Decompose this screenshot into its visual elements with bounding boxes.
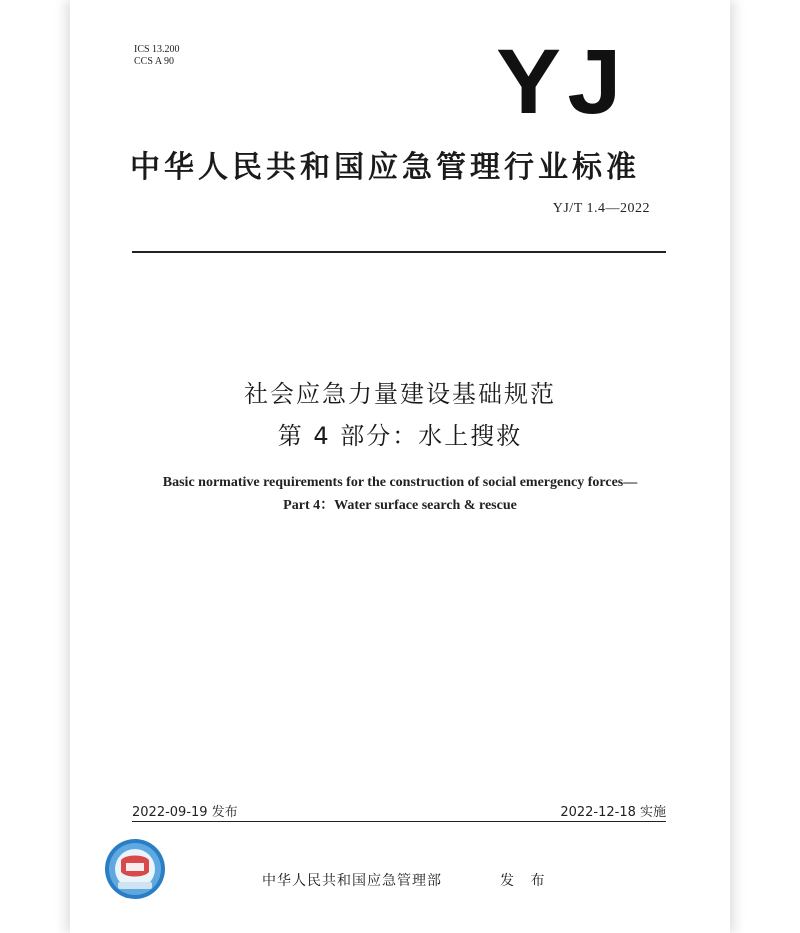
industry-standard-title: 中华人民共和国应急管理行业标准 bbox=[130, 150, 640, 185]
document-page bbox=[70, 0, 730, 933]
publish-date: 2022-09-19 发布 bbox=[132, 805, 238, 820]
issue-verb: 发 布 bbox=[500, 873, 551, 889]
yj-logo: YJ bbox=[496, 31, 629, 133]
chinese-title-line1: 社会应急力量建设基础规范 bbox=[244, 380, 556, 408]
header-rule bbox=[132, 251, 666, 253]
standard-code: YJ/T 1.4—2022 bbox=[552, 201, 650, 216]
footer-rule bbox=[132, 821, 666, 822]
english-title-line1: Basic normative requirements for the construction of social emergency forces— bbox=[162, 475, 638, 490]
classification-codes bbox=[134, 44, 180, 68]
implement-date: 2022-12-18 实施 bbox=[560, 805, 666, 820]
issuing-authority: 中华人民共和国应急管理部 bbox=[262, 873, 442, 889]
chinese-title-line2: 第 4 部分：水上搜救 bbox=[277, 422, 523, 450]
english-title-line2: Part 4：Water surface search & rescue bbox=[283, 498, 517, 513]
ccs-code: CCS A 90 bbox=[134, 56, 175, 67]
ics-code: ICS 13.200 bbox=[134, 44, 180, 55]
anti-counterfeit-seal-icon bbox=[104, 838, 166, 900]
